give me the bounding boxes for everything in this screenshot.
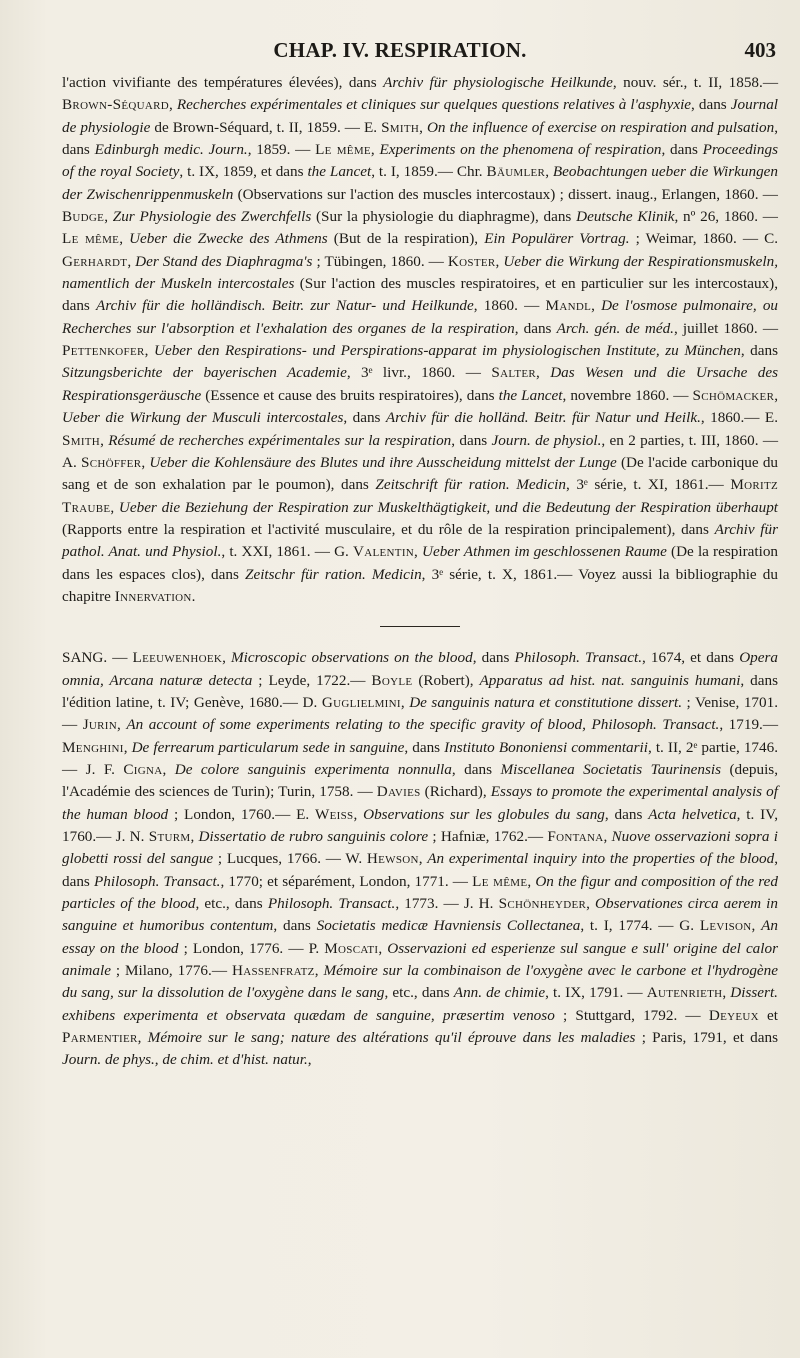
text-run: , etc., dans <box>384 984 454 1002</box>
text-run: , <box>162 760 175 778</box>
text-run: (Rapports entre la respiration et l'activité musculaire, et du rôle de la respiration principalement), dans <box>62 520 715 538</box>
text-run: (Sur la physiologie du diaphragme), dans <box>311 208 577 226</box>
text-run: , 3ᵉ livr., 1860. — <box>346 364 492 382</box>
text-run: , <box>418 850 428 868</box>
text-run: et <box>758 1006 779 1024</box>
text-run: , t. IX, 1859, et dans <box>179 163 308 181</box>
text-run: , <box>190 828 199 845</box>
text-run: , <box>307 1051 312 1069</box>
text-run: , dans <box>740 342 779 360</box>
italic-title: Journ. de physiol. <box>491 431 602 449</box>
italic-title: Deutsche Klinik <box>576 208 675 226</box>
italic-title: Der Stand des Diaphragma's <box>135 252 313 270</box>
text-run: , <box>400 693 410 711</box>
text-run: (Observations sur l'action des muscles intercostaux) ; dissert. inaug., Erlangen, 1860. — <box>233 185 778 203</box>
author-name: Cigna <box>123 760 163 778</box>
text-run: ; Tübingen, 1860. — <box>312 252 448 270</box>
italic-title: Experiments on the phenomena of respiration <box>379 141 662 159</box>
text-run: , dans <box>62 850 778 890</box>
italic-title: De ferrearum particularum sede in sanguine <box>131 738 405 756</box>
italic-title: Résumé de recherches expérimentales sur la respiration <box>108 431 452 449</box>
author-name: Le même <box>315 141 371 159</box>
text-run: , dans l'édition latine, t. IV; Genève, 1680.— D. <box>62 671 778 711</box>
author-name: Deyeux <box>708 1006 759 1024</box>
text-run: , 1773. — J. H. <box>395 895 499 913</box>
text-run: , 1859. — <box>247 141 316 159</box>
text-run: , <box>100 431 109 449</box>
text-run: , nº 26, 1860. — <box>674 208 778 226</box>
text-run: ; Leyde, 1722.— <box>252 671 372 689</box>
text-run: , dans <box>404 738 445 756</box>
text-run: , <box>370 141 380 159</box>
italic-title: Proceedings of the royal Society <box>62 141 778 181</box>
italic-title: Das Wesen und die Ursache des Respirationsgeräusche <box>62 364 778 404</box>
author-name: Budge <box>62 208 105 226</box>
text-run: , t. IX, 1791. — <box>545 984 647 1002</box>
text-run: , dans <box>661 141 703 159</box>
text-run: (depuis, l'Académie des sciences de Turin); Turin, 1758. — <box>62 760 778 801</box>
italic-title: the Lancet <box>498 386 563 404</box>
text-run: ; Milano, 1776.— <box>110 962 232 980</box>
text-run: l'action vivifiante des températures élevées), dans <box>62 74 384 91</box>
author-name: Moscati <box>324 939 379 957</box>
italic-title: De colore sanguinis experimenta nonnulla <box>174 760 452 778</box>
author-name: Sturm <box>148 828 191 845</box>
text-run: , 3ᵉ série, t. XI, 1861.— <box>565 476 731 494</box>
italic-title: Recherches expérimentales et cliniques sur quelques questions relatives à l'asphyxie <box>176 96 692 114</box>
text-run: , t. IV, 1760.— J. N. <box>62 805 779 845</box>
text-run: , dans <box>343 409 386 427</box>
text-run: , 1719.— <box>719 716 779 734</box>
italic-title: Observationes circa aerem in sanguine et humoribus contentum <box>62 895 778 935</box>
italic-title: Nuove osservazioni sopra i globetti rossi del sangue <box>62 828 778 868</box>
text-run: , <box>314 962 324 980</box>
italic-title: Microscopic observations on the blood <box>231 649 473 667</box>
text-run: , etc., dans <box>195 895 268 913</box>
text-run: , dans <box>604 805 649 823</box>
text-run: , <box>545 163 553 181</box>
italic-title: Osservazioni ed esperienze sul sangue e sull' origine del calor animale <box>62 939 779 980</box>
author-name: Menghini <box>62 738 124 756</box>
author-name: Fontana <box>547 828 604 845</box>
author-name: Davies <box>376 783 421 801</box>
italic-title: Mémoire sur le sang; nature des altérations qu'il éprouve dans les maladies <box>147 1029 636 1047</box>
text-run: , <box>722 984 731 1002</box>
italic-title: De l'osmose pulmonaire, ou Recherches sur l'absorption et l'exhalation des organes de la respiration <box>62 297 779 337</box>
author-name: Le même <box>472 872 528 890</box>
text-run: , novembre 1860. — <box>562 386 693 404</box>
text-run: (Robert), <box>412 671 480 689</box>
author-name: Weiss <box>315 805 354 823</box>
text-run: (But de la respiration), <box>327 230 485 248</box>
text-run: , <box>591 297 602 315</box>
italic-title: On the influence of exercise on respiration and pulsation <box>426 118 775 136</box>
italic-title: Arch. gén. de méd. <box>556 319 674 337</box>
text-run: , t. I, 1774. — G. <box>580 917 700 935</box>
italic-title: Essays to promote the experimental analysis of the human blood <box>62 783 778 823</box>
text-run: , <box>414 543 422 561</box>
text-run: , <box>141 453 150 471</box>
text-run: , dans <box>273 917 317 935</box>
italic-title: Mémoire sur la combinaison de l'oxygène avec le carbone et l'hydrogène du sang, sur la dissolution de l'oxygène dans le sang <box>62 962 779 1002</box>
page-number: 403 <box>744 38 776 62</box>
text-run: ; Hafniæ, 1762.— <box>428 828 548 845</box>
italic-title: Archiv für physiologische Heilkunde <box>383 74 613 91</box>
text-run: , <box>168 96 177 114</box>
text-run: , t. I, 1859.— Chr. <box>371 163 487 181</box>
author-name: Parmentier <box>62 1029 138 1047</box>
text-run: , dans <box>472 649 515 667</box>
italic-title: Apparatus ad hist. nat. sanguinis humani <box>479 671 741 689</box>
text-run: de Brown-Séquard, t. II, 1859. — E. <box>150 118 382 136</box>
text-run: , <box>586 895 596 913</box>
text-run: , 1860. — <box>473 297 546 315</box>
author-name: Bäumler <box>486 163 546 181</box>
text-run: (Sur l'action des muscles respiratoires, et en particulier sur les intercostaux), dans <box>62 275 779 315</box>
text-run: (De l'acide carbonique du sang et de son exhalation par le poumon), dans <box>62 453 779 494</box>
text-run: , <box>353 805 364 823</box>
author-name: Mandl <box>545 297 592 315</box>
author-name: Koster <box>447 252 496 270</box>
italic-title: the Lancet <box>307 163 372 181</box>
italic-title: Beobachtungen ueber die Wirkungen der Zwischenrippenmuskeln <box>62 163 779 203</box>
italic-title: Ueber die Wirkung der Musculi intercostales <box>62 409 344 427</box>
italic-title: Edinburgh medic. Journ. <box>94 141 248 159</box>
text-run: (Richard), <box>420 783 491 801</box>
italic-title: Ueber den Respirations- und Perspirations-apparat im physiologischen Institute, zu München <box>153 342 741 360</box>
author-name: Innervation <box>114 587 192 605</box>
text-run: , nouv. sér., t. II, 1858.— <box>612 74 779 91</box>
text-run: ; Paris, 1791, et dans <box>635 1029 779 1047</box>
author-name: Autenrieth <box>646 984 723 1002</box>
italic-title: Zeitschr für ration. Medicin <box>245 565 422 583</box>
italic-title: Philosoph. Transact. <box>514 649 643 667</box>
italic-title: Ueber die Beziehung der Respiration zur Muskelthägtigkeit, und die Bedeutung der Respiration überhaupt <box>118 498 779 516</box>
author-name: Leeuwenhoek <box>132 649 223 667</box>
text-run: , dans <box>62 118 778 159</box>
italic-title: Ueber Athmen im geschlossenen Raume <box>421 543 667 561</box>
italic-title: Philosoph. Transact. <box>267 895 396 913</box>
italic-title: Journal de physiologie <box>62 96 779 136</box>
italic-title: De sanguinis natura et constitutione dissert. <box>409 693 683 711</box>
italic-title: Observations sur les globules du sang <box>363 805 605 823</box>
italic-title: Philosoph. Transact. <box>93 872 221 890</box>
text-run: , 1674, et dans <box>642 649 740 667</box>
text-run: , <box>527 872 536 890</box>
italic-title: Journ. de phys., de chim. et d'hist. natur. <box>62 1051 308 1069</box>
author-name: Valentin <box>353 543 415 561</box>
text-run: , <box>751 917 762 935</box>
author-name: Guglielmini <box>321 693 401 711</box>
italic-title: Archiv für die holländisch. Beitr. zur Natur- und Heilkunde <box>96 297 474 315</box>
section-divider <box>380 626 460 627</box>
text-run: , <box>419 118 427 136</box>
text-run: , <box>123 738 132 756</box>
text-run: , dans <box>451 431 492 449</box>
text-run: (De la respiration dans les espaces clos), dans <box>62 543 779 583</box>
text-run: , <box>117 716 127 734</box>
text-run: ; Stuttgard, 1792. — <box>554 1006 709 1024</box>
italic-title: Ueber die Zwecke des Athmens <box>129 230 328 248</box>
author-name: Levison <box>699 917 752 935</box>
text-run: , 1770; et séparément, London, 1771. — <box>220 872 473 890</box>
text-run: , <box>536 364 551 382</box>
author-name: Pettenkofer <box>62 342 145 360</box>
text-run: , <box>104 208 113 226</box>
italic-title: Opera omnia, Arcana naturæ detecta <box>62 649 778 689</box>
text-run: ; Venise, 1701. — <box>62 693 779 734</box>
italic-title: Sitzungsberichte der bayerischen Academie <box>62 364 347 382</box>
text-run: SANG. — <box>62 649 133 667</box>
italic-title: Ann. de chimie <box>453 984 546 1002</box>
italic-title: Ein Populärer Vortrag. <box>484 230 630 248</box>
italic-title: Miscellanea Societatis Taurinensis <box>500 760 722 778</box>
author-name: Smith <box>381 118 420 136</box>
author-name: Boyle <box>371 671 413 689</box>
author-name: Salter <box>491 364 537 382</box>
author-name: Schönheyder <box>498 895 587 913</box>
author-name: Brown-Séquard <box>62 96 169 114</box>
text-run: , dans <box>451 760 501 778</box>
text-run: , <box>495 252 504 270</box>
text-run: , <box>144 342 154 360</box>
author-name: Hewson <box>366 850 419 868</box>
text-run: , juillet 1860. — <box>673 319 779 337</box>
running-title: CHAP. IV. RESPIRATION. <box>273 38 527 62</box>
author-name: Le même <box>62 230 120 248</box>
text-run: , <box>127 252 136 270</box>
text-run: , 3ᵉ série, t. X, 1861.— Voyez aussi la bibliographie du chapitre <box>62 565 778 605</box>
text-run: , dans <box>691 96 731 114</box>
bibliography-paragraph-respiration <box>62 72 778 608</box>
text-run: . <box>191 587 196 605</box>
text-run: , 1860.— E. <box>700 409 778 427</box>
italic-title: An essay on the blood <box>62 917 779 957</box>
text-run: , <box>774 386 778 404</box>
italic-title: An account of some experiments relating to the specific gravity of blood, Philosoph. Transact. <box>126 716 720 734</box>
text-run: (Essence et cause des bruits respiratoires), dans <box>201 386 499 404</box>
author-name: Moritz Traube <box>62 476 778 516</box>
text-run: ; London, 1776. — P. <box>178 939 325 957</box>
text-run: , <box>110 498 119 516</box>
italic-title: Instituto Bononiensi commentarii <box>444 738 648 756</box>
author-name: Hassenfratz <box>231 962 315 980</box>
italic-title: Dissert. exhibens experimenta et observata quædam de sanguine, præsertim venoso <box>62 984 778 1024</box>
italic-title: An experimental inquiry into the properties of the blood <box>427 850 775 868</box>
author-name: Schömacker <box>692 386 775 404</box>
italic-title: Zur Physiologie des Zwerchfells <box>112 208 312 226</box>
text-run: , en 2 parties, t. III, 1860. — A. <box>62 431 779 471</box>
italic-title: Societatis medicæ Havniensis Collectanea <box>316 917 581 935</box>
italic-title: Dissertatio de rubro sanguinis colore <box>198 828 429 845</box>
text-run: , dans <box>514 319 557 337</box>
text-run: , t. II, 2ᵉ partie, 1746. — J. F. <box>62 738 779 778</box>
text-run: , <box>222 649 231 667</box>
text-run: , <box>603 828 612 845</box>
author-name: Smith <box>62 431 101 449</box>
text-run: ; Weimar, 1860. — C. <box>629 230 779 248</box>
italic-title: Acta helvetica <box>648 805 737 823</box>
text-run: ; Lucques, 1766. — W. <box>213 850 367 868</box>
italic-title: Ueber die Kohlensäure des Blutes und ihre Ausscheidung mittelst der Lunge <box>149 453 617 471</box>
author-name: Gerhardt <box>62 252 128 270</box>
italic-title: On the figur and composition of the red particles of the blood <box>62 872 778 913</box>
text-run: ; London, 1760.— E. <box>168 805 316 823</box>
author-name: Jurin <box>82 716 118 734</box>
bibliography-paragraph-sang <box>62 647 778 1072</box>
text-run: , <box>119 230 130 248</box>
author-name: Schöffer <box>80 453 142 471</box>
page-header <box>0 36 800 70</box>
text-run: , <box>137 1029 148 1047</box>
text-run: , t. XXI, 1861. — G. <box>221 543 353 561</box>
italic-title: Ueber die Wirkung der Respirationsmuskeln, namentlich der Muskeln intercostales <box>62 252 779 293</box>
italic-title: Zeitschrift für ration. Medicin <box>375 476 566 494</box>
page-body <box>62 72 778 1072</box>
italic-title: Archiv für pathol. Anat. und Physiol. <box>62 520 778 561</box>
text-run: , <box>378 939 388 957</box>
italic-title: Archiv für die holländ. Beitr. für Natur und Heilk. <box>385 409 701 427</box>
